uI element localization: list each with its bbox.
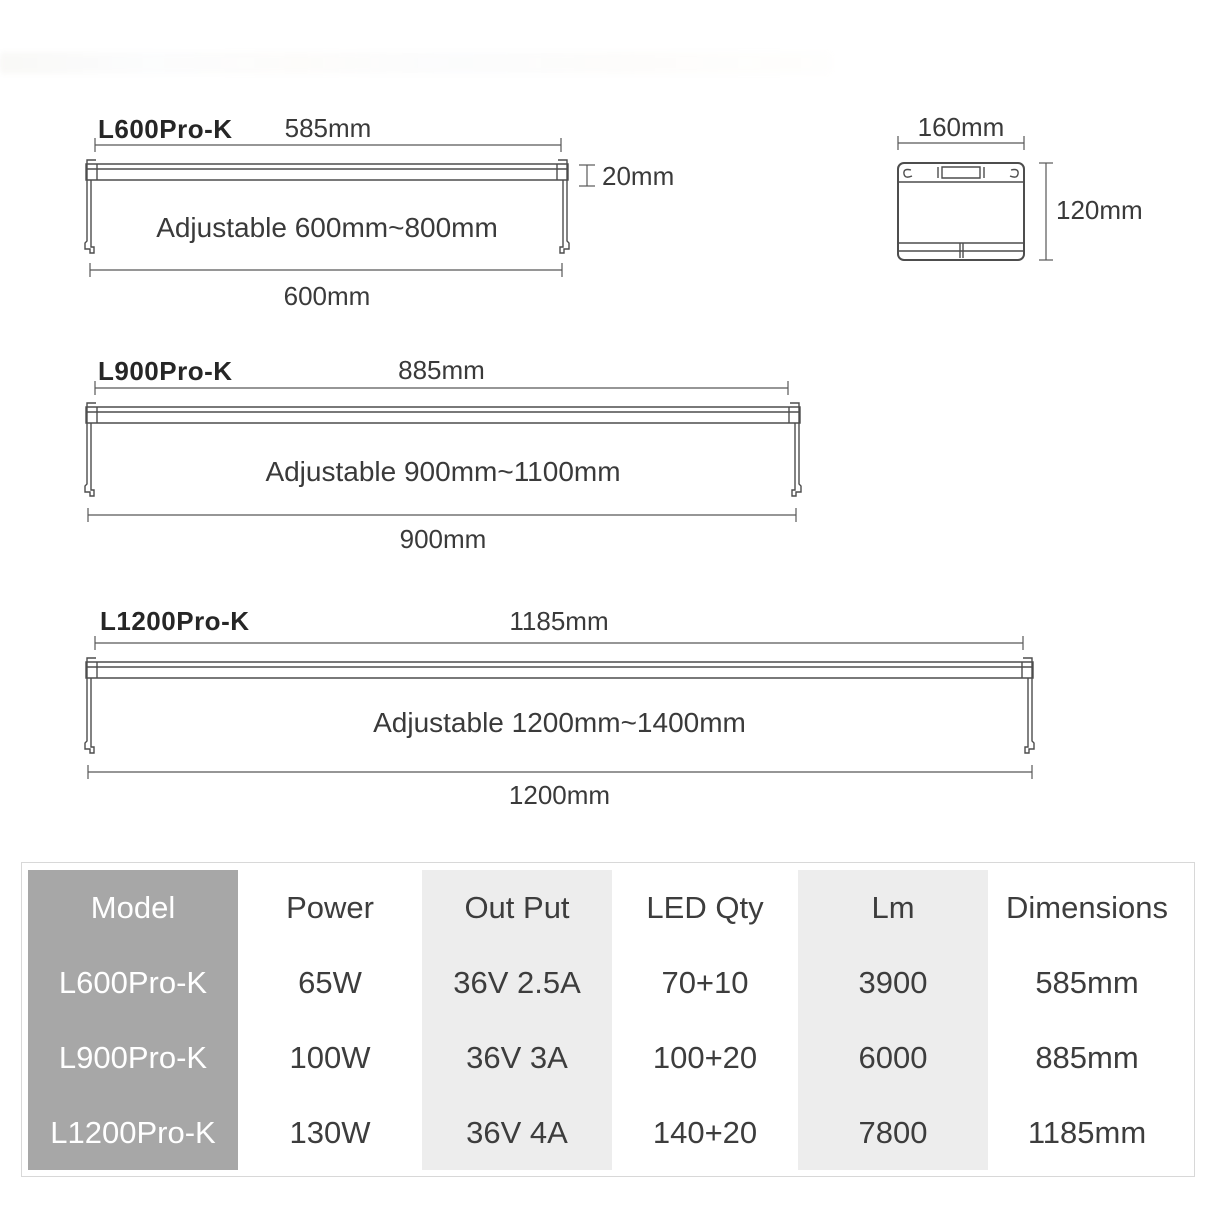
spec-cell-output: 36V 4A [422, 1095, 612, 1170]
adjustable-range-label-l600: Adjustable 600mm~800mm [156, 212, 498, 243]
span-dim-label-l900: 900mm [399, 524, 487, 554]
l600-drawing [80, 135, 580, 285]
model-title-l600: L600Pro-K [98, 114, 233, 144]
endview-height-label: 120mm [1056, 195, 1143, 225]
spec-table-grid [28, 870, 1186, 1170]
spec-cell-dimensions: 585mm [1035, 964, 1139, 1000]
model-title-l900: L900Pro-K [98, 356, 233, 386]
adjustable-range-label-l1200: Adjustable 1200mm~1400mm [373, 707, 746, 738]
spec-header-led-qty: LED Qty [646, 889, 764, 925]
spec-cell-led-qty: 140+20 [652, 1114, 758, 1150]
end-view-drawing [880, 112, 1080, 275]
spec-cell-dimensions: 1185mm [1027, 1114, 1147, 1150]
spec-cell-model: L600Pro-K [28, 945, 238, 1020]
thickness-marker-icon [576, 160, 600, 190]
spec-cell-lm: 7800 [798, 1095, 988, 1170]
spec-cell-power: 100W [289, 1039, 371, 1075]
spec-header-dimensions: Dimensions [1006, 889, 1168, 925]
spec-header-power: Power [286, 889, 374, 925]
spec-table [21, 862, 1195, 1177]
adjustable-range-label-l900: Adjustable 900mm~1100mm [265, 456, 621, 487]
endview-width-label: 160mm [917, 112, 1005, 142]
length-dim-label-l1200: 1185mm [509, 606, 609, 636]
spec-header-model: Model [28, 870, 238, 945]
spec-cell-output: 36V 3A [422, 1020, 612, 1095]
span-dim-label-l600: 600mm [283, 281, 371, 311]
model-title-l1200: L1200Pro-K [100, 606, 250, 636]
span-dim-label-l1200: 1200mm [508, 780, 611, 810]
spec-cell-power: 130W [289, 1114, 371, 1150]
spec-cell-lm: 6000 [798, 1020, 988, 1095]
spec-cell-lm: 3900 [798, 945, 988, 1020]
spec-cell-led-qty: 70+10 [661, 964, 749, 1000]
spec-cell-model: L1200Pro-K [28, 1095, 238, 1170]
spec-cell-model: L900Pro-K [28, 1020, 238, 1095]
spec-cell-output: 36V 2.5A [422, 945, 612, 1020]
spec-cell-led-qty: 100+20 [652, 1039, 758, 1075]
spec-cell-dimensions: 885mm [1035, 1039, 1139, 1075]
length-dim-label-l900: 885mm [398, 355, 485, 385]
spec-cell-power: 65W [298, 964, 362, 1000]
l900-drawing [80, 378, 810, 528]
spec-header-lm: Lm [798, 870, 988, 945]
thickness-dim-label-l600: 20mm [602, 161, 675, 191]
length-dim-label-l600: 585mm [284, 113, 372, 143]
spec-header-output: Out Put [422, 870, 612, 945]
faint-watermark [0, 52, 832, 74]
